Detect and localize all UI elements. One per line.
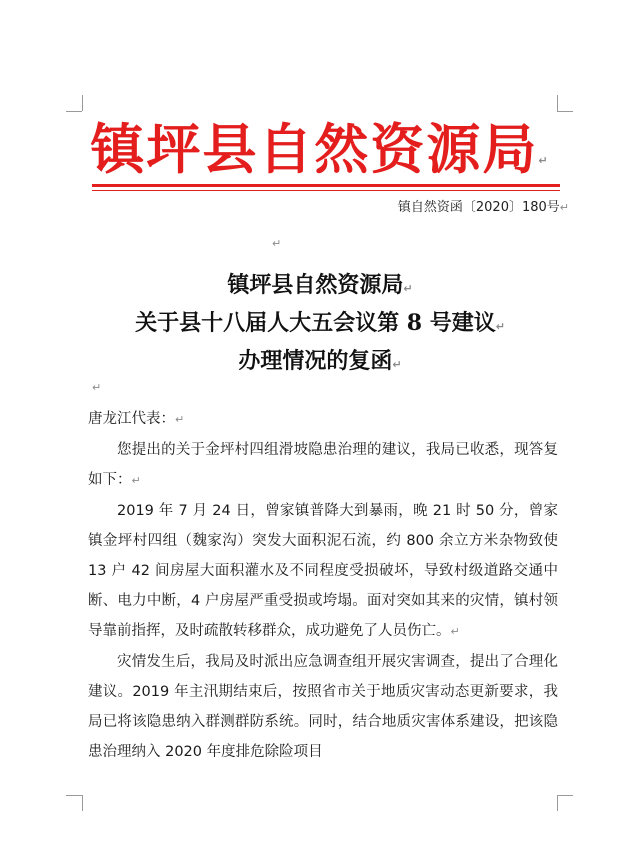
paragraph-mark-icon: ↵ (92, 381, 102, 394)
salutation: 唐龙江代表：↵ (88, 411, 185, 427)
paragraph-mark-icon: ↵ (272, 237, 282, 250)
document-title (70, 268, 570, 382)
title-line-3: 办理情况的复函↵ (238, 348, 402, 374)
title-line-2: 关于县十八届人大五会议第 8 号建议↵ (135, 310, 505, 336)
letterhead-rule-thick (92, 184, 560, 187)
corner-mark-top-left (66, 111, 82, 112)
paragraph-mark-icon: ↵ (495, 320, 505, 333)
letterhead-rule-thin (92, 190, 560, 191)
corner-mark-bottom-right (557, 795, 573, 796)
paragraph-mark-icon: ↵ (131, 474, 141, 487)
corner-mark-bottom-right (557, 795, 558, 811)
document-number (398, 198, 569, 218)
body-paragraph-3: 灾情发生后，我局及时派出应急调查组开展灾害调查，提出了合理化建议。2019 年主汛期结束后，按照省市关于地质灾害动态更新要求，我局已将该隐患纳入群测群防系统。同时，结合地质灾害体系建设，把该隐患治理纳入 2020 年度排危除险项目 (88, 654, 558, 760)
body-paragraph-1: 您提出的关于金坪村四组滑坡隐患治理的建议，我局已收悉，现答复如下：↵ (88, 442, 558, 488)
corner-mark-top-right (557, 111, 573, 112)
paragraph-mark-icon: ↵ (403, 282, 413, 295)
letterhead-org-name: 镇坪县自然资源局 (90, 117, 539, 181)
corner-mark-bottom-left (66, 795, 82, 796)
corner-mark-top-right (557, 95, 558, 111)
corner-mark-top-left (82, 95, 83, 111)
paragraph-mark-icon: ↵ (559, 201, 569, 214)
title-line-1: 镇坪县自然资源局↵ (227, 272, 413, 298)
paragraph-mark-icon: ↵ (175, 413, 185, 426)
body-paragraph-2: 2019 年 7 月 24 日，曾家镇普降大到暴雨，晚 21 时 50 分，曾家镇金坪村四组（魏家沟）突发大面积泥石流，约 800 余立方米杂物致使 13 户 42 间房屋大面积灌水及不同程度受损破坏，导致村级道路交通中断、电力中断，4 户房屋严重受损或垮塌。面对突如其来的灾情，镇村领导靠前指挥，及时疏散转移群众，成功避免了人员伤亡。↵ (88, 503, 558, 639)
paragraph-mark-icon: ↵ (450, 625, 460, 638)
paragraph-mark-icon: ↵ (538, 154, 550, 167)
corner-mark-bottom-left (82, 795, 83, 811)
paragraph-mark-icon: ↵ (392, 358, 402, 371)
document-number-text: 镇自然资函〔2020〕180号 (397, 200, 560, 215)
document-body[interactable] (88, 404, 558, 794)
